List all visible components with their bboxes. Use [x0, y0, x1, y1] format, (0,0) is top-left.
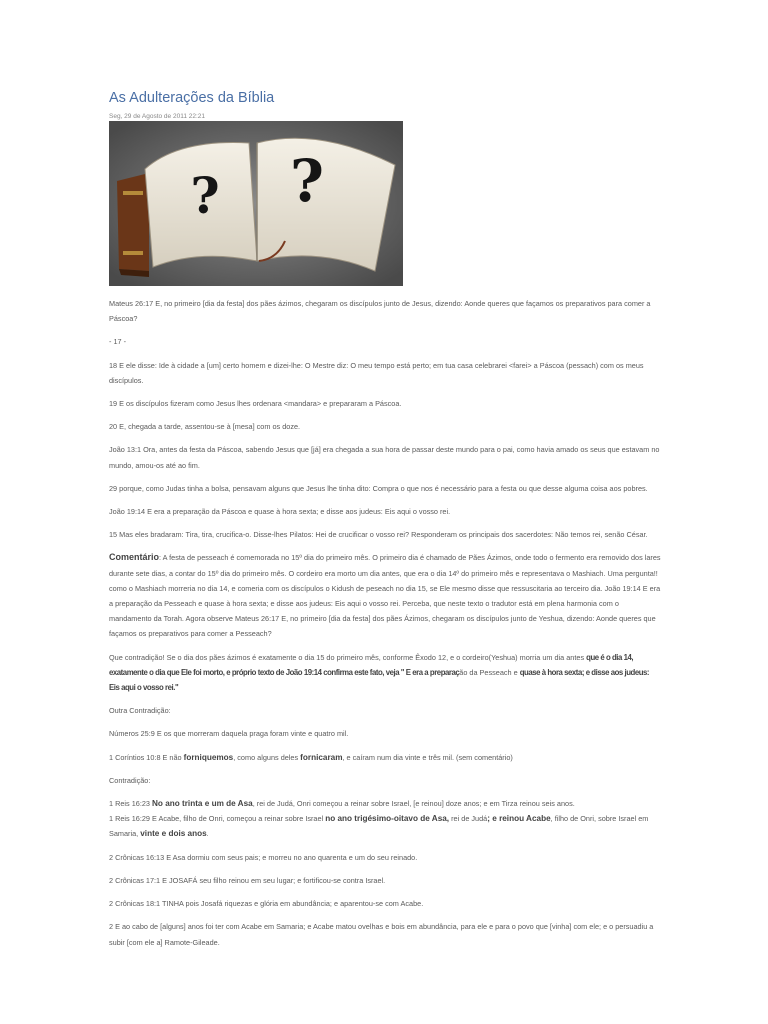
text-span: , rei de Judá, Onri começou a reinar sobre Israel, [e reinou] doze anos; e em Tirza reinou seis anos.: [252, 799, 575, 809]
paragraph: 2 Crônicas 16:13 E Asa dormiu com seus pais; e morreu no ano quarenta e um do seu reinado.: [109, 852, 418, 862]
text-span: rei de Judá: [449, 814, 488, 824]
text-span: , filho de Onri, sobre Israel em Samaria,: [109, 814, 649, 839]
svg-text:?: ?: [190, 166, 220, 225]
svg-text:?: ?: [290, 147, 324, 215]
paragraph: 2 Crônicas 17:1 E JOSAFÁ seu filho reinou em seu lugar; e fortificou-se contra Israel.: [109, 875, 386, 885]
text-span: ão da Pesseach e: [459, 667, 520, 677]
text-span: , e caíram num dia vinte e três mil. (sem comentário): [342, 752, 513, 762]
paragraph: 18 E ele disse: Ide à cidade a [um] certo homem e dizei-lhe: O Mestre diz: O meu tempo está perto; em tua casa celebrarei <farei> a Páscoa (pessach) com os meus discípulos.: [109, 360, 644, 385]
paragraph: 19 E os discípulos fizeram como Jesus lhes ordenara <mandara> e prepararam a Páscoa.: [109, 399, 402, 409]
paragraph: 2 E ao cabo de [alguns] anos foi ter com Acabe em Samaria; e Acabe matou ovelhas e bois em abundância, para ele e para o povo que [vinha] com ele; e o persuadiu a subir [com ele a] Ramote-Gileade.: [109, 922, 654, 947]
paragraph: Contradição:: [109, 775, 151, 785]
paragraph: [109, 811, 661, 841]
paragraph: 29 porque, como Judas tinha a bolsa, pensavam alguns que Jesus lhe tinha dito: Compra o que nos é necessário para a festa ou que desse alguma coisa aos pobres.: [109, 483, 648, 493]
paragraph: João 19:14 E era a preparação da Páscoa e quase à hora sexta; e disse aos judeus: Eis aqui o vosso rei.: [109, 507, 451, 517]
paragraph: 15 Mas eles bradaram: Tira, tira, crucifica-o. Disse-lhes Pilatos: Hei de crucificar o vosso rei? Responderam os principais dos sacerdotes: Não temos rei, senão César.: [109, 530, 648, 540]
paragraph: 20 E, chegada a tarde, assentou-se à [mesa] com os doze.: [109, 422, 301, 432]
paragraph: Mateus 26:17 E, no primeiro [dia da festa] dos pães ázimos, chegaram os discípulos junto de Jesus, dizendo: Aonde queres que façamos os preparativos para comer a Páscoa?: [109, 299, 651, 324]
article-date: Seg, 29 de Agosto de 2011 22:21: [109, 113, 206, 120]
article-title: As Adulterações da Bíblia: [109, 90, 275, 106]
contradiction-paragraph: [109, 650, 661, 696]
text-span: , como alguns deles: [233, 752, 301, 762]
paragraph: João 13:1 Ora, antes da festa da Páscoa, sabendo Jesus que [já] era chegada a sua hora de passar deste mundo para o pai, como havia amado os seus que estavam no mundo, amou-os até ao fim.: [109, 445, 660, 470]
comment-label: Comentário: [109, 552, 160, 563]
bold-text: forniquemos: [183, 752, 234, 762]
text-span: .: [206, 829, 209, 839]
comment-paragraph: [109, 550, 661, 641]
bold-text: ; e reinou Acabe: [487, 814, 551, 824]
text-span: Que contradição! Se o dia dos pães ázimos é exatamente o dia 15 do primeiro mês, conforme Êxodo 12, e o cordeiro(Yeshua) morria um dia antes: [109, 652, 587, 662]
article-content: [109, 90, 661, 958]
open-bible-question-marks-icon: [109, 121, 403, 286]
paragraph: 2 Crônicas 18:1 TINHA pois Josafá riquezas e glória em abundância; e aparentou-se com Acabe.: [109, 899, 424, 909]
text-span: 1 Reis 16:29 E Acabe, filho de Onri, começou a reinar sobre Israel: [109, 814, 326, 824]
bold-text: quase à hora sexta; e disse aos judeus: Eis aqui o vosso rei.": [109, 667, 650, 693]
comment-text: : A festa de pesseach é comemorada no 15º dia do primeiro mês. O primeiro dia é chamado de Pães Ázimos, onde todo o fermento era removido dos lares durante sete dias, a contar do 15º dia do primeiro mês. O cordeiro era morto um dia antes, que era o dia 14º do primeiro mês e representava o Mashiach. Uma pergunta!! como o Mashiach morreria no dia 14, e comeria com os discípulos o Kidush de peseach no dia 15, se Ele mesmo disse que ressuscitaria ao terceiro dia. João 19:14 E era a preparação da Pesseach e quase à hora sexta; e disse aos judeus: Eis aqui o vosso rei. Perceba, que neste texto o tradutor está em plena harmonia com o mandamento da Torah. Agora observe Mateus 26:17 E, no primeiro [dia da festa] dos pães Ázimos, chegaram os discípulos junto de Yeshua, dizendo: Aonde queres que façamos os preparativos para comer a Pesseach?: [109, 553, 661, 639]
bold-text: fornicaram: [300, 752, 343, 762]
bold-text: vinte e dois anos: [140, 829, 207, 839]
bold-text: No ano trinta e um de Asa: [152, 799, 253, 809]
bold-text: que é o dia 14, exatamente o dia que Ele foi morto, e próprio texto de João 19:14 confirma este fato, veja " E era a preparaç: [109, 652, 634, 677]
paragraph: Números 25:9 E os que morreram daquela praga foram vinte e quatro mil.: [109, 729, 349, 739]
text-span: 1 Reis 16:23: [109, 799, 152, 809]
text-span: 1 Coríntios 10:8 E não: [109, 752, 184, 762]
bold-text: no ano trigésimo-oitavo de Asa,: [325, 814, 450, 824]
paragraph: - 17 -: [109, 337, 127, 347]
paragraph: Outra Contradição:: [109, 706, 171, 716]
paragraph: [109, 750, 661, 765]
paragraph: [109, 796, 661, 811]
